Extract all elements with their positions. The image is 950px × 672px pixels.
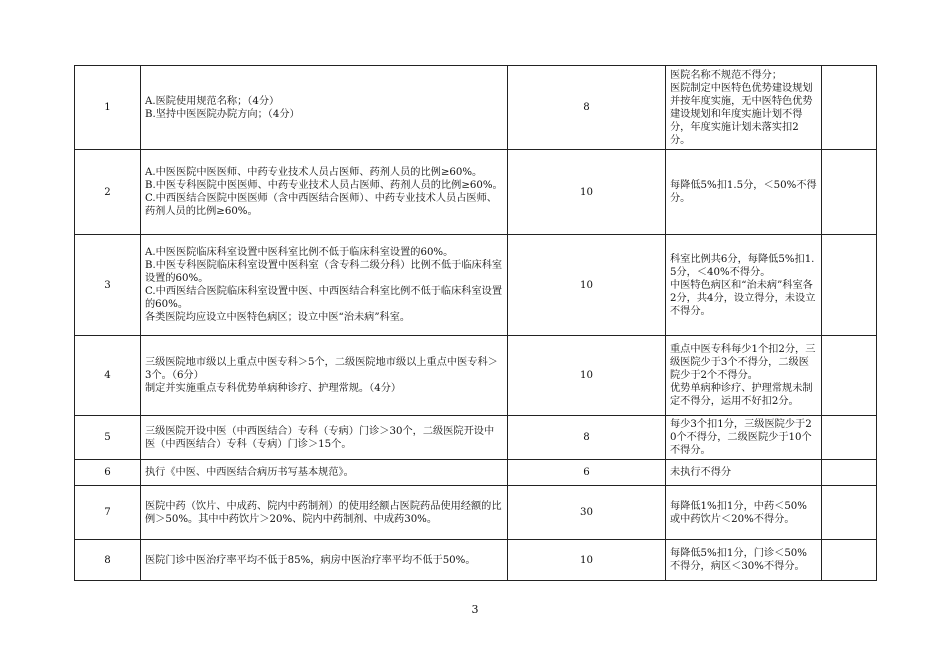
table-row bbox=[75, 416, 877, 460]
item-content bbox=[141, 66, 508, 150]
item-number: 3 bbox=[75, 235, 141, 336]
content-line: B.中医专科医院临床科室设置中医科室（含专科二级分科）比例不低于临床科室设置的60%。 bbox=[145, 260, 503, 284]
standard-line: 医院名称不规范不得分； bbox=[670, 69, 783, 81]
content-line: B.中医专科医院中医医师、中药专业技术人员占医师、药剂人员的比例≥60%。 bbox=[145, 180, 503, 191]
standard-line: 优势单病种诊疗、护理常规未制定不得分，运用不好扣2分。 bbox=[670, 383, 813, 407]
page-number: 3 bbox=[471, 603, 479, 616]
item-remark bbox=[822, 150, 877, 235]
table-row bbox=[75, 235, 877, 336]
item-remark bbox=[822, 66, 877, 150]
item-remark bbox=[822, 336, 877, 416]
item-score: 8 bbox=[508, 66, 666, 150]
content-line: 医院中药（饮片、中成药、院内中药制剂）的使用经额占医院药品使用经额的比例＞50%。其中中药饮片＞20%、院内中药制剂、中成药30%。 bbox=[145, 500, 502, 525]
item-number: 7 bbox=[75, 486, 141, 540]
standard-line: 每少3个扣1分，三级医院少于20个不得分，二级医院少于10个不得分。 bbox=[670, 419, 812, 456]
table-row bbox=[75, 486, 877, 540]
standard-line: 未执行不得分 bbox=[670, 467, 732, 478]
standard-line: 每降低5%扣1分，门诊＜50%不得分，病区＜30%不得分。 bbox=[670, 548, 807, 572]
content-line: C.中西医结合医院临床科室设置中医、中西医结合科室比例不低于临床科室设置的60%。 bbox=[145, 286, 503, 310]
item-remark bbox=[822, 235, 877, 336]
scoring-standard bbox=[666, 66, 822, 150]
table-row bbox=[75, 150, 877, 235]
evaluation-table bbox=[74, 65, 877, 581]
item-score: 10 bbox=[508, 150, 666, 235]
item-remark bbox=[822, 486, 877, 540]
item-score: 30 bbox=[508, 486, 666, 540]
content-line: B.坚持中医医院办院方向；（4分） bbox=[145, 108, 300, 120]
item-score: 10 bbox=[508, 336, 666, 416]
scoring-standard bbox=[666, 460, 822, 486]
scoring-standard bbox=[666, 150, 822, 235]
table-row bbox=[75, 540, 877, 581]
item-number: 5 bbox=[75, 416, 141, 460]
item-content bbox=[141, 235, 508, 336]
content-line: 制定并实施重点专科优势单病种诊疗、护理常规。（4分） bbox=[145, 383, 402, 394]
item-content bbox=[141, 336, 508, 416]
table-row bbox=[75, 336, 877, 416]
item-score: 10 bbox=[508, 540, 666, 581]
standard-line: 科室比例共6分，每降低5%扣1.5分，＜40%不得分。 bbox=[670, 253, 815, 278]
scoring-standard bbox=[666, 336, 822, 416]
item-content bbox=[141, 460, 508, 486]
item-score: 10 bbox=[508, 235, 666, 336]
content-line: A.中医医院中医医师、中药专业技术人员占医师、药剂人员的比例≥60%。 bbox=[145, 167, 483, 178]
item-number: 6 bbox=[75, 460, 141, 486]
scoring-standard bbox=[666, 235, 822, 336]
item-remark bbox=[822, 540, 877, 581]
item-content bbox=[141, 486, 508, 540]
content-line: A.医院使用规范名称；（4分） bbox=[145, 95, 280, 107]
standard-line: 重点中医专科每少1个扣2分，三级医院少于3个不得分，二级医院少于2个不得分。 bbox=[670, 344, 816, 381]
standard-line: 每降低1%扣1分，中药＜50%或中药饮片＜20%不得分。 bbox=[670, 500, 807, 525]
standard-line: 每降低5%扣1.5分，＜50%不得分。 bbox=[670, 180, 817, 204]
standard-line: 医院制定中医特色优势建设规划并按年度实施，无中医特色优势建设规划和年度实施计划不得分，年度实施计划未落实扣2分。 bbox=[670, 82, 813, 146]
standard-line: 中医特色病区和“治未病”科室各2分，共4分，设立得分，未设立不得分。 bbox=[670, 279, 816, 317]
evaluation-table-body bbox=[75, 66, 877, 581]
table-row bbox=[75, 460, 877, 486]
item-content bbox=[141, 416, 508, 460]
table-row bbox=[75, 66, 877, 150]
item-content bbox=[141, 150, 508, 235]
content-line: 执行《中医、中西医结合病历书写基本规范》。 bbox=[145, 467, 354, 478]
scoring-standard bbox=[666, 486, 822, 540]
scoring-standard bbox=[666, 540, 822, 581]
content-line: 三级医院开设中医（中西医结合）专科（专病）门诊＞30个，二级医院开设中医（中西医结合）专科（专病）门诊＞15个。 bbox=[145, 425, 495, 450]
item-score: 6 bbox=[508, 460, 666, 486]
content-line: 三级医院地市级以上重点中医专科＞5个，二级医院地市级以上重点中医专科＞3个。（6分） bbox=[145, 357, 498, 381]
item-remark bbox=[822, 416, 877, 460]
item-remark bbox=[822, 460, 877, 486]
item-number: 8 bbox=[75, 540, 141, 581]
scoring-standard bbox=[666, 416, 822, 460]
item-content bbox=[141, 540, 508, 581]
content-line: C.中西医结合医院中医医师（含中西医结合医师）、中药专业技术人员占医师、药剂人员的比例≥60%。 bbox=[145, 193, 497, 217]
content-line: 各类医院均应设立中医特色病区；设立中医“治未病”科室。 bbox=[145, 312, 411, 323]
content-line: 医院门诊中医治疗率平均不低于85%，病房中医治疗率平均不低于50%。 bbox=[145, 554, 476, 566]
item-number: 4 bbox=[75, 336, 141, 416]
item-number: 1 bbox=[75, 66, 141, 150]
content-line: A.中医医院临床科室设置中医科室比例不低于临床科室设置的60%。 bbox=[145, 247, 454, 258]
item-score: 8 bbox=[508, 416, 666, 460]
item-number: 2 bbox=[75, 150, 141, 235]
